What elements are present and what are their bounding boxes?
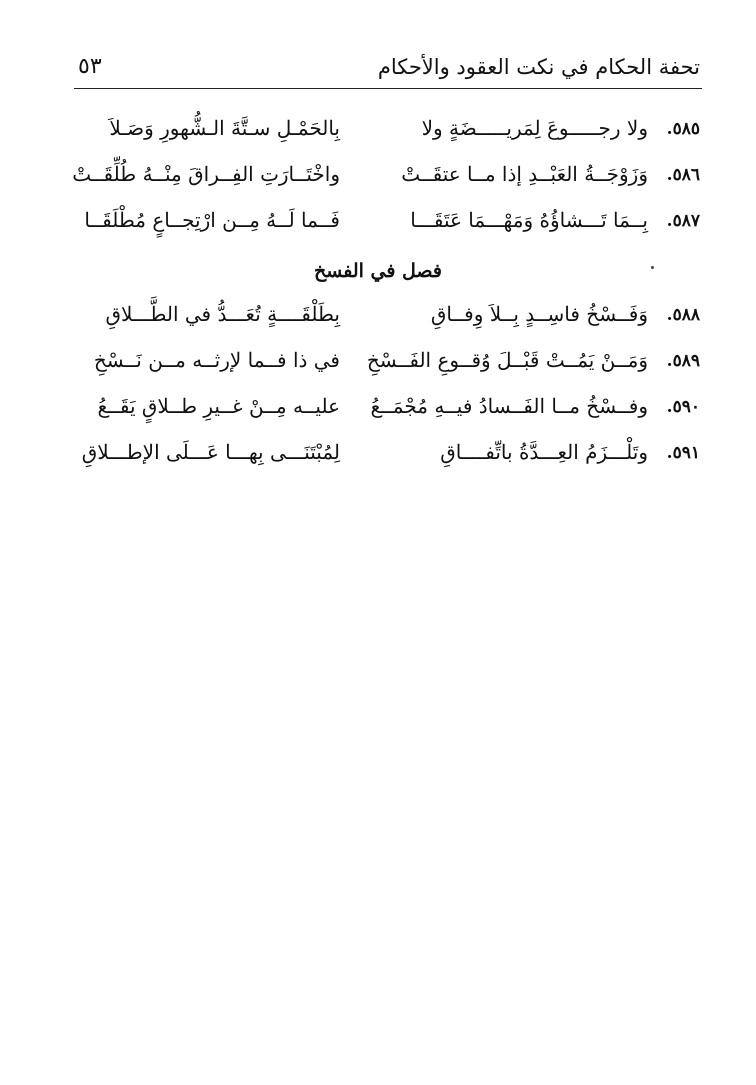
verse-number: ٥٩١. (666, 443, 700, 463)
page-number: ٥٣ (78, 54, 102, 79)
verse-block-before-section (70, 110, 700, 248)
verse-586 (70, 156, 700, 202)
verse-second-hemistich: في ذا فــما لإرثــه مــن نَــسْخِ (93, 348, 340, 372)
verse-number: ٥٨٨. (666, 305, 700, 325)
verse-589 (70, 342, 700, 388)
verse-number: ٥٨٥. (666, 119, 700, 139)
verse-number: ٥٩٠. (666, 397, 700, 417)
verse-first-hemistich: وَزَوْجَــةُ العَبْــدِ إذا مــا عتقَــتْ (401, 162, 648, 186)
verse-second-hemistich: بِطَلْقَــــةٍ تُعَـــدُّ في الطَّـــلاقِ (105, 302, 340, 326)
verse-first-hemistich: بِــمَا تَـــشاؤُهُ وَمَهْـــمَا عَتَقَـــا (410, 208, 648, 232)
verse-second-hemistich: واخْتَــارَتِ الفِــراقَ مِنْــهُ طُلِّقَــتْ (72, 162, 340, 186)
verse-number: ٥٨٧. (666, 211, 700, 231)
verse-590 (70, 388, 700, 434)
verse-first-hemistich: ولا رجـــــوعَ لِمَريـــــضَةٍ ولا (421, 116, 648, 140)
section-heading: فصل في الفسخ (314, 260, 442, 282)
header-rule (74, 88, 702, 89)
verse-second-hemistich: عليــه مِــنْ غــيرِ طــلاقٍ يَقَــعُ (97, 394, 340, 418)
verse-585 (70, 110, 700, 156)
verse-first-hemistich: وتَلْـــزَمُ العِـــدَّةُ باتِّفــــاقِ (440, 440, 648, 464)
verse-second-hemistich: لِمُبْتَنَـــى بِهـــا عَـــلَى الإطـــلاقِ (81, 440, 340, 464)
verse-587 (70, 202, 700, 248)
print-speck (651, 266, 654, 269)
verse-591 (70, 434, 700, 480)
verse-number: ٥٨٦. (666, 165, 700, 185)
verse-first-hemistich: وَفَــسْخُ فاسِــدٍ بِــلاَ وِفــاقِ (430, 302, 648, 326)
verse-588 (70, 296, 700, 342)
verse-number: ٥٨٩. (666, 351, 700, 371)
verse-block-after-section (70, 296, 700, 480)
verse-second-hemistich: فَــما لَــهُ مِــن ارْتِجــاعٍ مُطْلَقَــا (84, 208, 340, 232)
page-header (78, 52, 700, 86)
verse-second-hemistich: بِالحَمْـلِ سـتَّةَ الـشُّهورِ وَصَـلاَ (109, 116, 340, 140)
verse-first-hemistich: وَمَــنْ يَمُــتْ قَبْــلَ وُقــوعِ الفَــسْخِ (366, 348, 648, 372)
running-title: تحفة الحكام في نكت العقود والأحكام (377, 55, 700, 79)
verse-first-hemistich: وفــسْخُ مــا الفَــسادُ فيــهِ مُجْمَــعُ (370, 394, 648, 418)
